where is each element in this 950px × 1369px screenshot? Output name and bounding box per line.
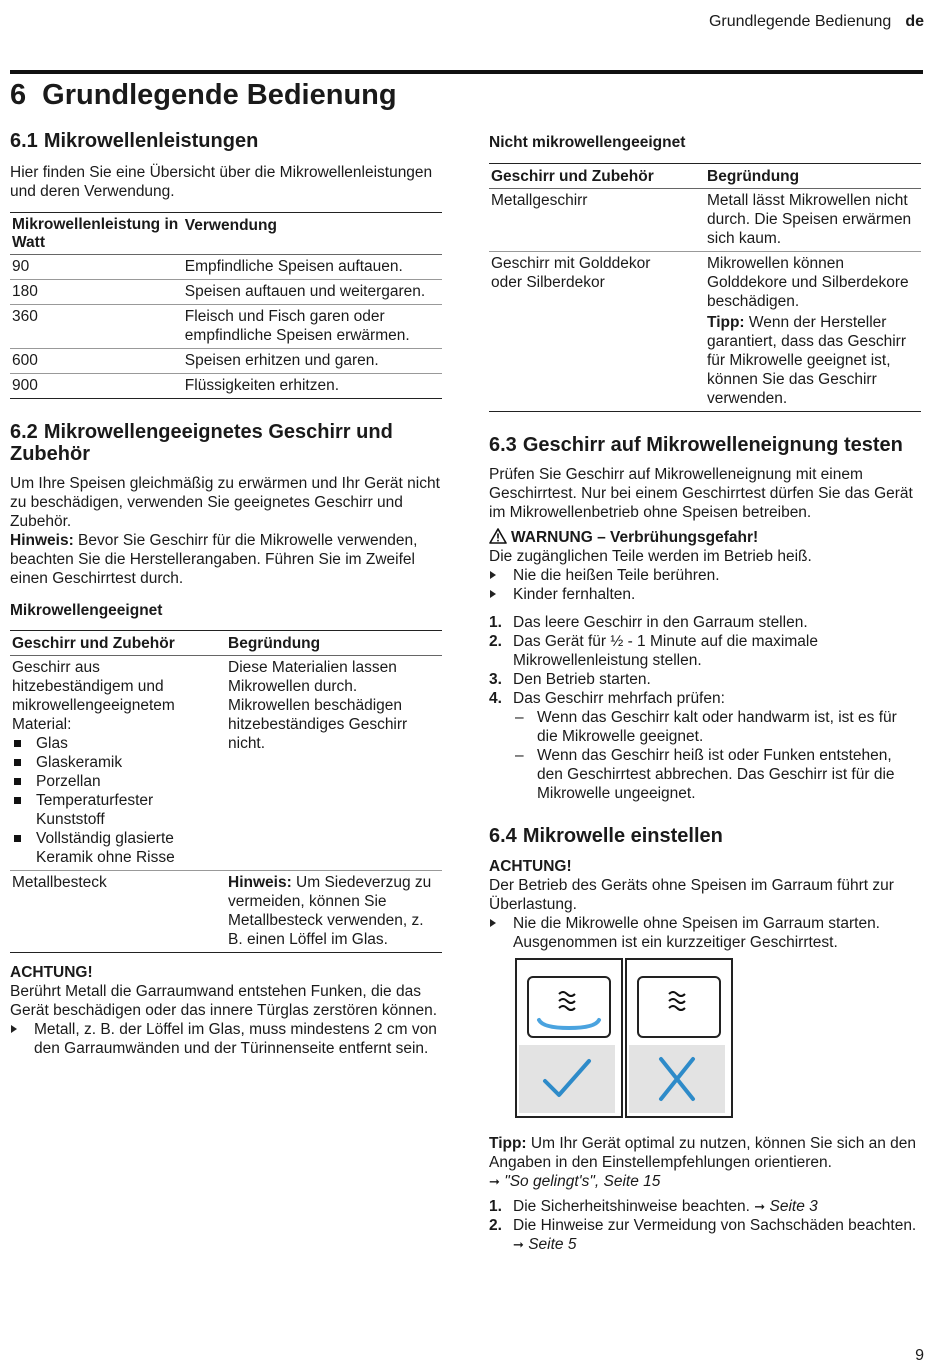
arrow-right-icon: ➞ — [754, 1199, 766, 1214]
list-item: Vollständig glasierte Keramik ohne Risse — [12, 829, 212, 867]
microwave-waves-icon — [529, 978, 609, 1036]
right-column — [489, 130, 921, 1254]
oven-window — [527, 976, 611, 1038]
table-row: 900 Flüssigkeiten erhitzen. — [10, 374, 442, 399]
suitable-table-header-reason: Begründung — [226, 631, 442, 656]
table-row: Metallbesteck Hinweis: Um Siedeverzug zu vermeiden, können Sie Metallbesteck verwenden, z. B. einen Löffel im Glas. — [10, 871, 442, 953]
caution-steps-2 — [489, 914, 921, 952]
list-item: Nie die heißen Teile berühren. — [489, 566, 921, 585]
left-column — [10, 130, 442, 1058]
figure-with-food — [515, 958, 623, 1118]
microwave-waves-icon — [639, 978, 719, 1036]
not-suitable-header-item: Geschirr und Zubehör — [489, 164, 705, 189]
section-6-3-intro: Prüfen Sie Geschirr auf Mikrowelleneignung mit einem Geschirrtest. Nur bei einem Geschirrtest dürfen Sie das Gerät im Mikrowellenbetrieb ohne Speisen betreiben. — [489, 466, 913, 521]
caution-text-2: Der Betrieb des Geräts ohne Speisen im Garraum führt zur Überlastung. — [489, 877, 894, 913]
table-row: 360 Fleisch und Fisch garen oder empfindliche Speisen erwärmen. — [10, 305, 442, 349]
list-item: – Wenn das Geschirr kalt oder handwarm ist, ist es für die Mikrowelle geeignet. — [513, 708, 921, 746]
caution-title: ACHTUNG! — [10, 964, 93, 981]
warning-icon — [489, 528, 507, 544]
list-item: 2. Die Hinweise zur Vermeidung von Sachschäden beachten. ➞ Seite 5 — [489, 1217, 917, 1253]
arrow-right-icon: ➞ — [489, 1174, 500, 1189]
list-item: 2. Das Gerät für ½ - 1 Minute auf die maximale Mikrowellenleistung stellen. — [489, 633, 818, 669]
warning-title: WARNUNG – Verbrühungsgefahr! — [489, 528, 921, 547]
table-row: Geschirr mit Golddekor oder Silberdekor Mikrowellen können Golddekore und Silberdekore beschädigen. Tipp: Wenn der Hersteller garantiert, dass das Geschirr für Mikrowelle geeignet ist, können Sie das Geschirr verwenden. — [489, 252, 921, 412]
power-table-header-use: Verwendung — [183, 213, 442, 255]
section-6-3-title: 6.3 Geschirr auf Mikrowelleneignung testen — [489, 434, 903, 456]
not-suitable-header-reason: Begründung — [705, 164, 921, 189]
list-item: Glas — [12, 734, 212, 753]
not-suitable-table — [489, 163, 921, 412]
cross-icon — [629, 1045, 725, 1113]
caution-title-2: ACHTUNG! — [489, 858, 572, 875]
page-link[interactable]: Seite 3 — [769, 1198, 818, 1215]
list-item: Porzellan — [12, 772, 212, 791]
microwave-illustration — [489, 958, 921, 1120]
header-lang: de — [905, 13, 924, 30]
header-rule — [10, 70, 923, 74]
suitable-title: Mikrowellengeeignet — [10, 602, 163, 619]
power-table-header-watt: Mikrowellenleistung in Watt — [10, 213, 183, 255]
list-item: Glaskeramik — [12, 753, 212, 772]
list-item: 4. Das Geschirr mehrfach prüfen: – Wenn das Geschirr kalt oder handwarm ist, ist es für die Mikrowelle geeignet. – Wenn das Geschirr heiß ist oder Funken entstehen, den Geschirrtest abbrechen. Das Geschirr ist für die Mikrowelle ungeeignet. — [489, 689, 921, 803]
figure-without-food — [625, 958, 733, 1118]
power-table — [10, 212, 442, 399]
list-item: 1. Die Sicherheitshinweise beachten. ➞ Seite 3 — [489, 1198, 818, 1215]
page-number: 9 — [915, 1347, 924, 1364]
warning-text: Die zugänglichen Teile werden im Betrieb heiß. — [489, 548, 812, 565]
section-6-2-title: 6.2 Mikrowellengeeignetes Geschirr und Zubehör — [10, 421, 393, 465]
header-section: Grundlegende Bedienung — [708, 13, 892, 30]
chapter-title: 6 Grundlegende Bedienung — [10, 79, 397, 111]
check-substeps — [513, 708, 921, 803]
check-icon — [519, 1045, 615, 1113]
list-item: Nie die Mikrowelle ohne Speisen im Garraum starten. Ausgenommen ist ein kurzzeitiger Geschirrtest. — [489, 914, 921, 952]
section-6-2-intro: Um Ihre Speisen gleichmäßig zu erwärmen und Ihr Gerät nicht zu beschädigen, verwenden Sie geeignetes Geschirr und Zubehör. — [10, 475, 440, 530]
table-row: 90 Empfindliche Speisen auftauen. — [10, 255, 442, 280]
table-row: Metallgeschirr Metall lässt Mikrowellen nicht durch. Die Speisen erwärmen sich kaum. — [489, 189, 921, 252]
list-item: 3. Den Betrieb starten. — [489, 671, 651, 688]
setup-steps — [489, 1197, 921, 1254]
warning-steps — [489, 566, 921, 604]
arrow-right-icon: ➞ — [513, 1237, 524, 1252]
section-6-1-title: 6.1 Mikrowellenleistungen — [10, 130, 259, 152]
page-header — [709, 12, 924, 31]
suitable-table-header-item: Geschirr und Zubehör — [10, 631, 226, 656]
table-row: Geschirr aus hitzebeständigem und mikrowellengeeignetem Material: Glas Glaskeramik Porzellan Temperaturfester Kunststoff Vollständig glasierte Keramik ohne Risse Diese Materialien lassen Mikrowellen durch. Mikrowellen beschädigen hitzebeständiges Geschirr nicht. — [10, 656, 442, 871]
not-suitable-title: Nicht mikrowellengeeignet — [489, 134, 686, 151]
test-steps — [489, 613, 921, 803]
list-item: Temperaturfester Kunststoff — [12, 791, 212, 829]
caution-steps — [10, 1020, 442, 1058]
page-link[interactable]: Seite 5 — [528, 1236, 577, 1253]
tip-text: Tipp: Um Ihr Gerät optimal zu nutzen, können Sie sich an den Angaben in den Einstellempfehlungen orientieren. — [489, 1135, 917, 1171]
section-6-1-intro: Hier finden Sie eine Übersicht über die Mikrowellenleistungen und deren Verwendung. — [10, 164, 433, 200]
list-item: – Wenn das Geschirr heiß ist oder Funken entstehen, den Geschirrtest abbrechen. Das Geschirr ist für die Mikrowelle ungeeignet. — [513, 746, 921, 803]
caution-text: Berührt Metall die Garraumwand entstehen Funken, die das Gerät beschädigen oder das innere Türglas zerstören können. — [10, 983, 438, 1019]
material-list — [12, 734, 212, 867]
oven-window-empty — [637, 976, 721, 1038]
suitable-table — [10, 630, 442, 953]
tip-reference[interactable]: ➞ "So gelingt's", Seite 15 — [489, 1173, 661, 1190]
list-item: 1. Das leere Geschirr in den Garraum stellen. — [489, 614, 808, 631]
list-item: Kinder fernhalten. — [489, 585, 921, 604]
list-item: Metall, z. B. der Löffel im Glas, muss mindestens 2 cm von den Garraumwänden und der Türinnenseite entfernt sein. — [10, 1020, 442, 1058]
section-6-2-hint: Hinweis: Bevor Sie Geschirr für die Mikrowelle verwenden, beachten Sie die Herstellerangaben. Führen Sie im Zweifel einen Geschirrtest durch. — [10, 532, 418, 587]
table-row: 180 Speisen auftauen und weitergaren. — [10, 280, 442, 305]
table-row: 600 Speisen erhitzen und garen. — [10, 349, 442, 374]
section-6-4-title: 6.4 Mikrowelle einstellen — [489, 825, 723, 847]
